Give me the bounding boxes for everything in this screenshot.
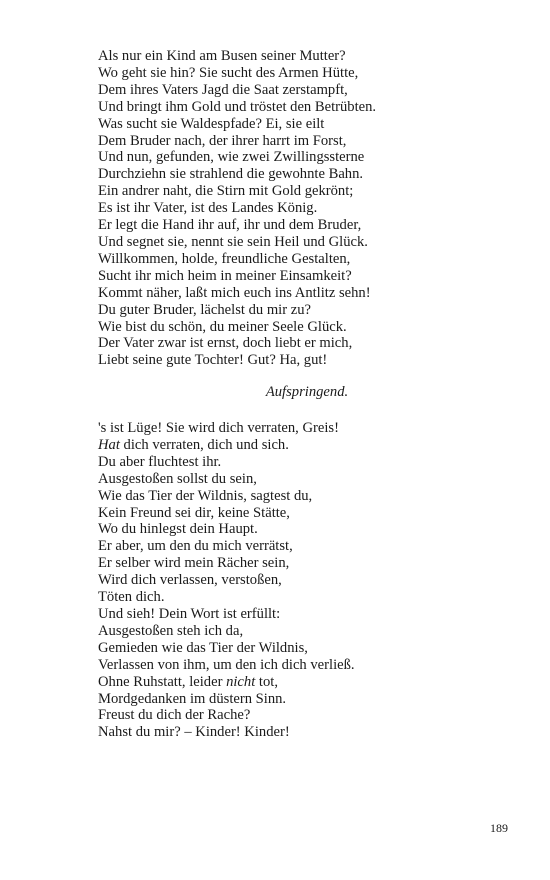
verse-line: Und nun, gefunden, wie zwei Zwillingssterne — [98, 149, 365, 166]
verse-line: Mordgedanken im düstern Sinn. — [98, 690, 287, 707]
verse-line-rest: dich verraten, dich und sich. — [119, 436, 289, 453]
verse-line: Er legt die Hand ihr auf, ihr und dem Bruder, — [98, 217, 362, 234]
verse-line — [98, 674, 355, 691]
verse-line: Nahst du mir? – Kinder! Kinder! — [98, 724, 290, 741]
verse-line: Du aber fluchtest ihr. — [98, 453, 222, 470]
verse-line: Gemieden wie das Tier der Wildnis, — [98, 639, 308, 656]
verse-line: Ein andrer naht, die Stirn mit Gold gekrönt; — [98, 183, 354, 200]
verse-stanza-2 — [98, 420, 355, 741]
verse-line: Wird dich verlassen, verstoßen, — [98, 572, 282, 589]
verse-line: Sucht ihr mich heim in meiner Einsamkeit? — [98, 267, 352, 284]
verse-line: Freust du dich der Rache? — [98, 707, 251, 724]
verse-line: Dem ihres Vaters Jagd die Saat zerstampft, — [98, 81, 348, 98]
verse-line — [98, 437, 355, 454]
verse-line: Es ist ihr Vater, ist des Landes König. — [98, 200, 318, 217]
verse-line: Wie das Tier der Wildnis, sagtest du, — [98, 487, 313, 504]
stage-direction: Aufspringend. — [265, 384, 349, 400]
emphasis-hat: Hat — [98, 436, 120, 453]
verse-line: Wo du hinlegst dein Haupt. — [98, 521, 258, 538]
verse-line: Er selber wird mein Rächer sein, — [98, 555, 290, 572]
verse-line: Durchziehn sie strahlend die gewohnte Bahn. — [98, 166, 364, 183]
emphasis-nicht: nicht — [226, 673, 256, 690]
verse-line: Und bringt ihm Gold und tröstet den Betrübten. — [98, 98, 377, 115]
verse-line: Dem Bruder nach, der ihrer harrt im Forst, — [98, 132, 347, 149]
verse-line: Was sucht sie Waldespfade? Ei, sie eilt — [98, 115, 325, 132]
verse-line: Du guter Bruder, lächelst du mir zu? — [98, 301, 311, 318]
verse-line: Kein Freund sei dir, keine Stätte, — [98, 504, 290, 521]
verse-line: Willkommen, holde, freundliche Gestalten, — [98, 250, 351, 267]
verse-line: Und sieh! Dein Wort ist erfüllt: — [98, 605, 281, 622]
verse-line: Als nur ein Kind am Busen seiner Mutter? — [98, 48, 346, 64]
verse-line: Töten dich. — [98, 589, 165, 606]
verse-line: Ausgestoßen sollst du sein, — [98, 470, 257, 487]
verse-line: Kommt näher, laßt mich euch ins Antlitz sehn! — [98, 284, 371, 301]
verse-line: Der Vater zwar ist ernst, doch liebt er mich, — [98, 335, 353, 352]
verse-stanza-1 — [98, 48, 376, 369]
verse-line: Liebt seine gute Tochter! Gut? Ha, gut! — [98, 352, 328, 369]
verse-line-start: Ohne Ruhstatt, leider — [98, 673, 227, 690]
verse-line: 's ist Lüge! Sie wird dich verraten, Greis! — [98, 420, 339, 436]
verse-line: Und segnet sie, nennt sie sein Heil und Glück. — [98, 233, 368, 250]
verse-line-end: tot, — [255, 673, 278, 690]
verse-line: Wo geht sie hin? Sie sucht des Armen Hütte, — [98, 64, 359, 81]
page-number: 189 — [490, 821, 508, 835]
verse-line: Er aber, um den du mich verrätst, — [98, 538, 293, 555]
verse-line: Verlassen von ihm, um den ich dich verließ. — [98, 656, 355, 673]
verse-line: Wie bist du schön, du meiner Seele Glück. — [98, 318, 347, 335]
verse-line: Ausgestoßen steh ich da, — [98, 622, 244, 639]
